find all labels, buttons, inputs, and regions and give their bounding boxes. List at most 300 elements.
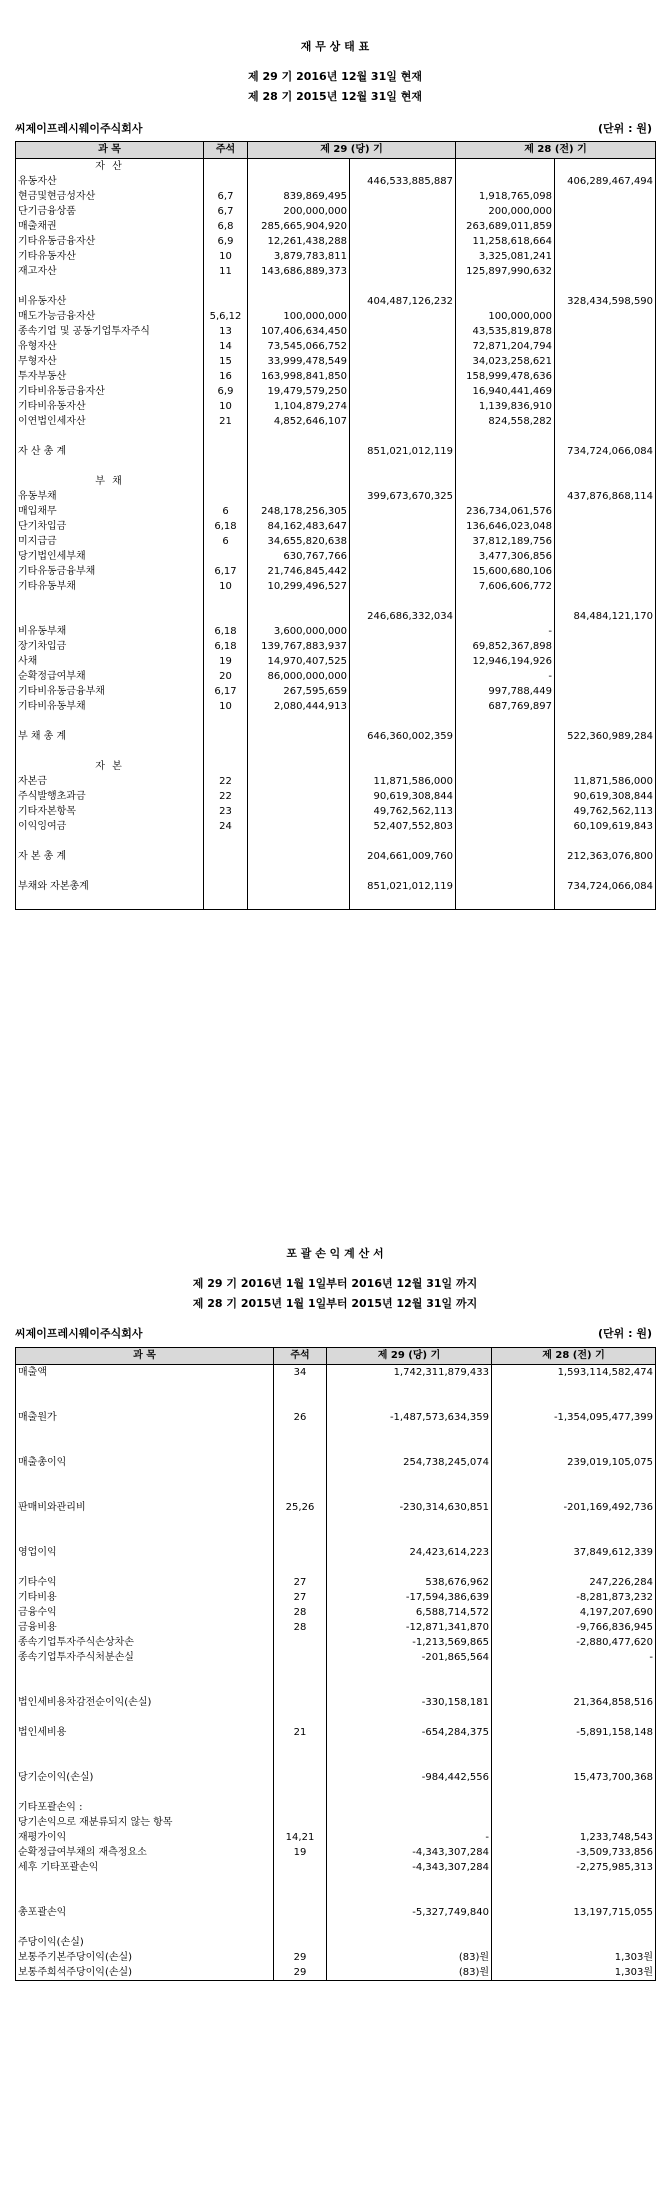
bs-note: 15 [204,354,248,369]
bs-account: 자 산 총 계 [16,444,204,459]
bs-account: 유동부채 [16,489,204,504]
bs-current-detail: 139,767,883,937 [248,639,350,654]
bs-row [16,459,656,474]
bs-account: 기타유동금융부채 [16,564,204,579]
bs-note: 6,17 [204,564,248,579]
bs-current-detail [248,444,350,459]
is-row [16,1800,656,1815]
is-account: 기타포괄손익 : [16,1800,274,1815]
bs-prior-subtotal: 406,289,467,494 [555,174,656,189]
bs-account: 부 채 총 계 [16,729,204,744]
bs-note [204,594,248,609]
bs-current-subtotal [350,369,456,384]
bs-current-subtotal [350,669,456,684]
bs-unit: (단위 : 원) [598,122,652,135]
bs-note [204,279,248,294]
is-prior: -2,880,477,620 [492,1635,656,1650]
bs-note [204,759,248,774]
is-note [274,1530,327,1545]
bs-current-detail: 12,261,438,288 [248,234,350,249]
bs-account [16,609,204,624]
is-current: 24,423,614,223 [327,1545,492,1560]
is-header-prior: 제 28 (전) 기 [492,1348,656,1365]
bs-current-detail [248,429,350,444]
bs-current-detail [248,744,350,759]
is-account [16,1875,274,1890]
is-note [274,1905,327,1920]
bs-current-detail: 248,178,256,305 [248,504,350,519]
is-prior: 15,473,700,368 [492,1770,656,1785]
is-row [16,1710,656,1725]
is-account: 기타수익 [16,1575,274,1590]
bs-prior-detail [456,429,555,444]
is-prior [492,1785,656,1800]
is-current [327,1380,492,1395]
is-row [16,1665,656,1680]
is-header-row [16,1348,656,1365]
bs-current-detail [248,879,350,894]
bs-account: 매입채무 [16,504,204,519]
bs-current-detail [248,849,350,864]
bs-current-subtotal: 404,487,126,232 [350,294,456,309]
bs-prior-detail [456,894,555,910]
bs-note [204,474,248,489]
bs-current-subtotal [350,504,456,519]
bs-prior-subtotal [555,714,656,729]
is-prior: -9,766,836,945 [492,1620,656,1635]
bs-prior-subtotal [555,279,656,294]
is-row [16,1830,656,1845]
bs-prior-subtotal [555,414,656,429]
bs-note: 6,9 [204,384,248,399]
is-account: 순확정급여부채의 재측정요소 [16,1845,274,1860]
bs-prior-detail [456,174,555,189]
is-prior: - [492,1650,656,1665]
bs-prior-subtotal [555,474,656,489]
is-note: 28 [274,1605,327,1620]
bs-account: 종속기업 및 공동기업투자주식 [16,324,204,339]
is-current [327,1560,492,1575]
is-account: 매출원가 [16,1410,274,1425]
bs-prior-subtotal [555,369,656,384]
bs-note: 22 [204,774,248,789]
is-row [16,1425,656,1440]
bs-note: 6,9 [204,234,248,249]
bs-account [16,834,204,849]
is-prior [492,1755,656,1770]
bs-prior-subtotal [555,699,656,714]
is-row [16,1650,656,1665]
bs-prior-subtotal [555,309,656,324]
is-current: 254,738,245,074 [327,1455,492,1470]
bs-current-detail: 285,665,904,920 [248,219,350,234]
is-row [16,1575,656,1590]
is-period-current: 제 29 기 2016년 1월 1일부터 2016년 12월 31일 까지 [192,1277,478,1290]
bs-row [16,714,656,729]
is-current: (83)원 [327,1950,492,1965]
is-prior: -3,509,733,856 [492,1845,656,1860]
bs-prior-detail: 11,258,618,664 [456,234,555,249]
is-prior: 1,303원 [492,1965,656,1981]
is-account: 종속기업투자주식손상차손 [16,1635,274,1650]
is-prior [492,1425,656,1440]
bs-note: 19 [204,654,248,669]
bs-current-detail: 100,000,000 [248,309,350,324]
bs-account: 유동자산 [16,174,204,189]
bs-prior-subtotal [555,219,656,234]
is-prior [492,1710,656,1725]
is-prior [492,1740,656,1755]
bs-account [16,894,204,910]
bs-prior-subtotal [555,429,656,444]
bs-prior-detail: 12,946,194,926 [456,654,555,669]
is-current [327,1875,492,1890]
is-note [274,1770,327,1785]
bs-prior-subtotal [555,384,656,399]
bs-row [16,474,656,489]
bs-note [204,864,248,879]
is-note [274,1785,327,1800]
bs-account: 기타비유동자산 [16,399,204,414]
bs-period-current: 제 29 기 2016년 12월 31일 현재 [248,70,422,83]
bs-row [16,399,656,414]
is-current: 6,588,714,572 [327,1605,492,1620]
bs-prior-detail [456,489,555,504]
bs-account: 유형자산 [16,339,204,354]
is-row [16,1530,656,1545]
bs-prior-subtotal [555,564,656,579]
bs-current-detail: 3,879,783,811 [248,249,350,264]
is-note [274,1485,327,1500]
bs-prior-detail: 236,734,061,576 [456,504,555,519]
bs-row [16,684,656,699]
bs-current-detail [248,279,350,294]
bs-prior-subtotal [555,159,656,175]
is-account: 매출총이익 [16,1455,274,1470]
bs-note: 16 [204,369,248,384]
is-account: 종속기업투자주식처분손실 [16,1650,274,1665]
is-row [16,1470,656,1485]
is-note [274,1920,327,1935]
is-note [274,1890,327,1905]
bs-row [16,594,656,609]
bs-header-account: 과 목 [16,142,204,159]
is-row [16,1875,656,1890]
bs-current-subtotal [350,549,456,564]
bs-note: 6 [204,504,248,519]
is-note: 27 [274,1575,327,1590]
bs-note [204,459,248,474]
is-account: 금융수익 [16,1605,274,1620]
bs-account: 사채 [16,654,204,669]
bs-current-detail [248,489,350,504]
is-prior: 1,303원 [492,1950,656,1965]
bs-current-subtotal: 90,619,308,844 [350,789,456,804]
is-current: 1,742,311,879,433 [327,1365,492,1381]
bs-current-subtotal [350,429,456,444]
bs-current-detail [248,759,350,774]
is-prior: 4,197,207,690 [492,1605,656,1620]
bs-header-current: 제 29 (당) 기 [248,142,456,159]
is-account: 재평가이익 [16,1830,274,1845]
bs-row [16,414,656,429]
is-prior: 37,849,612,339 [492,1545,656,1560]
bs-current-subtotal: 246,686,332,034 [350,609,456,624]
bs-prior-subtotal [555,744,656,759]
is-account [16,1530,274,1545]
is-note [274,1860,327,1875]
bs-prior-subtotal: 522,360,989,284 [555,729,656,744]
is-current: -5,327,749,840 [327,1905,492,1920]
is-prior: 13,197,715,055 [492,1905,656,1920]
bs-row [16,819,656,834]
bs-current-detail: 21,746,845,442 [248,564,350,579]
is-prior: -201,169,492,736 [492,1500,656,1515]
bs-account: 기타비유동부채 [16,699,204,714]
bs-prior-subtotal [555,864,656,879]
is-row [16,1545,656,1560]
is-row [16,1905,656,1920]
bs-account: 기타유동자산 [16,249,204,264]
bs-current-subtotal [350,234,456,249]
bs-current-subtotal: 49,762,562,113 [350,804,456,819]
is-note: 26 [274,1410,327,1425]
is-note [274,1740,327,1755]
is-note: 29 [274,1950,327,1965]
bs-prior-subtotal: 734,724,066,084 [555,444,656,459]
bs-current-subtotal [350,324,456,339]
is-account [16,1890,274,1905]
bs-header-row [16,142,656,159]
income-statement-title: 포 괄 손 익 계 산 서 [286,1247,384,1260]
is-row [16,1770,656,1785]
bs-account: 단기금융상품 [16,204,204,219]
bs-prior-subtotal [555,624,656,639]
bs-current-subtotal [350,384,456,399]
is-prior [492,1815,656,1830]
is-current: - [327,1830,492,1845]
bs-row [16,744,656,759]
is-account: 보통주기본주당이익(손실) [16,1950,274,1965]
bs-row [16,789,656,804]
bs-row [16,519,656,534]
bs-current-subtotal [350,564,456,579]
bs-account: 주식발행초과금 [16,789,204,804]
is-account: 세후 기타포괄손익 [16,1860,274,1875]
is-current: -984,442,556 [327,1770,492,1785]
is-current: -654,284,375 [327,1725,492,1740]
bs-current-subtotal [350,519,456,534]
bs-prior-subtotal [555,459,656,474]
bs-current-detail [248,804,350,819]
is-current [327,1485,492,1500]
is-current [327,1665,492,1680]
is-prior: 1,593,114,582,474 [492,1365,656,1381]
bs-current-subtotal [350,624,456,639]
is-account [16,1440,274,1455]
bs-note [204,714,248,729]
bs-note [204,849,248,864]
bs-current-detail [248,159,350,175]
bs-account [16,744,204,759]
bs-note [204,294,248,309]
is-account: 당기순이익(손실) [16,1770,274,1785]
bs-prior-subtotal: 49,762,562,113 [555,804,656,819]
bs-account [16,429,204,444]
bs-prior-detail: 43,535,819,878 [456,324,555,339]
is-row [16,1815,656,1830]
bs-prior-detail: 72,871,204,794 [456,339,555,354]
bs-row [16,489,656,504]
bs-current-subtotal: 446,533,885,887 [350,174,456,189]
bs-row [16,354,656,369]
bs-current-detail: 630,767,766 [248,549,350,564]
bs-prior-detail [456,849,555,864]
bs-account: 미지급금 [16,534,204,549]
is-row [16,1740,656,1755]
is-prior [492,1935,656,1950]
bs-note [204,444,248,459]
bs-current-detail: 14,970,407,525 [248,654,350,669]
bs-note: 20 [204,669,248,684]
bs-current-subtotal [350,639,456,654]
is-note [274,1560,327,1575]
is-account: 영업이익 [16,1545,274,1560]
bs-note: 6,8 [204,219,248,234]
is-current: -4,343,307,284 [327,1845,492,1860]
bs-current-subtotal [350,414,456,429]
is-current: -1,213,569,865 [327,1635,492,1650]
is-account: 당기손익으로 재분류되지 않는 항목 [16,1815,274,1830]
is-row [16,1605,656,1620]
bs-row [16,174,656,189]
is-note [274,1680,327,1695]
bs-prior-detail: 3,325,081,241 [456,249,555,264]
bs-account: 순확정급여부채 [16,669,204,684]
bs-note: 6,18 [204,624,248,639]
bs-account: 단기차입금 [16,519,204,534]
bs-current-subtotal [350,714,456,729]
is-account: 총포괄손익 [16,1905,274,1920]
bs-account [16,714,204,729]
bs-current-detail: 33,999,478,549 [248,354,350,369]
bs-current-detail [248,174,350,189]
is-row [16,1845,656,1860]
bs-current-detail [248,609,350,624]
bs-prior-detail: 687,769,897 [456,699,555,714]
bs-account: 이연법인세자산 [16,414,204,429]
is-note: 25,26 [274,1500,327,1515]
is-note [274,1755,327,1770]
is-prior [492,1680,656,1695]
bs-prior-detail [456,759,555,774]
bs-current-detail: 4,852,646,107 [248,414,350,429]
bs-prior-subtotal [555,594,656,609]
is-account: 매출액 [16,1365,274,1381]
bs-current-detail: 86,000,000,000 [248,669,350,684]
bs-current-detail [248,819,350,834]
bs-account: 자본금 [16,774,204,789]
bs-prior-subtotal [555,189,656,204]
bs-prior-detail: 125,897,990,632 [456,264,555,279]
bs-prior-subtotal [555,534,656,549]
bs-note: 10 [204,399,248,414]
bs-prior-subtotal: 84,484,121,170 [555,609,656,624]
bs-note: 23 [204,804,248,819]
is-note: 27 [274,1590,327,1605]
bs-row [16,639,656,654]
bs-account: 자 본 총 계 [16,849,204,864]
is-note [274,1875,327,1890]
bs-note: 13 [204,324,248,339]
bs-row [16,579,656,594]
bs-prior-subtotal: 212,363,076,800 [555,849,656,864]
bs-row [16,324,656,339]
is-account [16,1740,274,1755]
bs-prior-detail: - [456,669,555,684]
bs-note: 14 [204,339,248,354]
is-note [274,1425,327,1440]
is-note [274,1380,327,1395]
bs-current-detail [248,834,350,849]
bs-current-detail: 107,406,634,450 [248,324,350,339]
bs-current-subtotal: 399,673,670,325 [350,489,456,504]
bs-note [204,159,248,175]
bs-prior-detail: 69,852,367,898 [456,639,555,654]
bs-current-subtotal [350,159,456,175]
bs-prior-detail: 997,788,449 [456,684,555,699]
bs-current-detail [248,729,350,744]
is-current [327,1680,492,1695]
bs-note [204,489,248,504]
is-prior [492,1665,656,1680]
is-prior: 21,364,858,516 [492,1695,656,1710]
bs-current-detail [248,594,350,609]
bs-prior-detail [456,444,555,459]
is-account [16,1425,274,1440]
bs-account: 기타유동부채 [16,579,204,594]
bs-row [16,879,656,894]
bs-prior-detail [456,789,555,804]
is-account [16,1560,274,1575]
bs-current-subtotal [350,744,456,759]
bs-current-subtotal [350,759,456,774]
bs-prior-subtotal: 328,434,598,590 [555,294,656,309]
is-account [16,1470,274,1485]
bs-current-detail [248,459,350,474]
is-current [327,1800,492,1815]
bs-prior-subtotal [555,639,656,654]
bs-prior-subtotal [555,579,656,594]
bs-current-detail: 839,869,495 [248,189,350,204]
bs-current-subtotal: 851,021,012,119 [350,879,456,894]
bs-current-subtotal: 52,407,552,803 [350,819,456,834]
bs-prior-detail: 37,812,189,756 [456,534,555,549]
bs-row [16,894,656,910]
bs-current-detail: 267,595,659 [248,684,350,699]
bs-account [16,279,204,294]
bs-row [16,654,656,669]
is-row [16,1965,656,1981]
is-current: -4,343,307,284 [327,1860,492,1875]
is-row [16,1785,656,1800]
is-row [16,1485,656,1500]
balance-sheet-table [15,141,656,910]
bs-row [16,384,656,399]
is-account [16,1755,274,1770]
is-period-prior: 제 28 기 2015년 1월 1일부터 2015년 12월 31일 까지 [192,1297,478,1310]
bs-prior-subtotal [555,669,656,684]
